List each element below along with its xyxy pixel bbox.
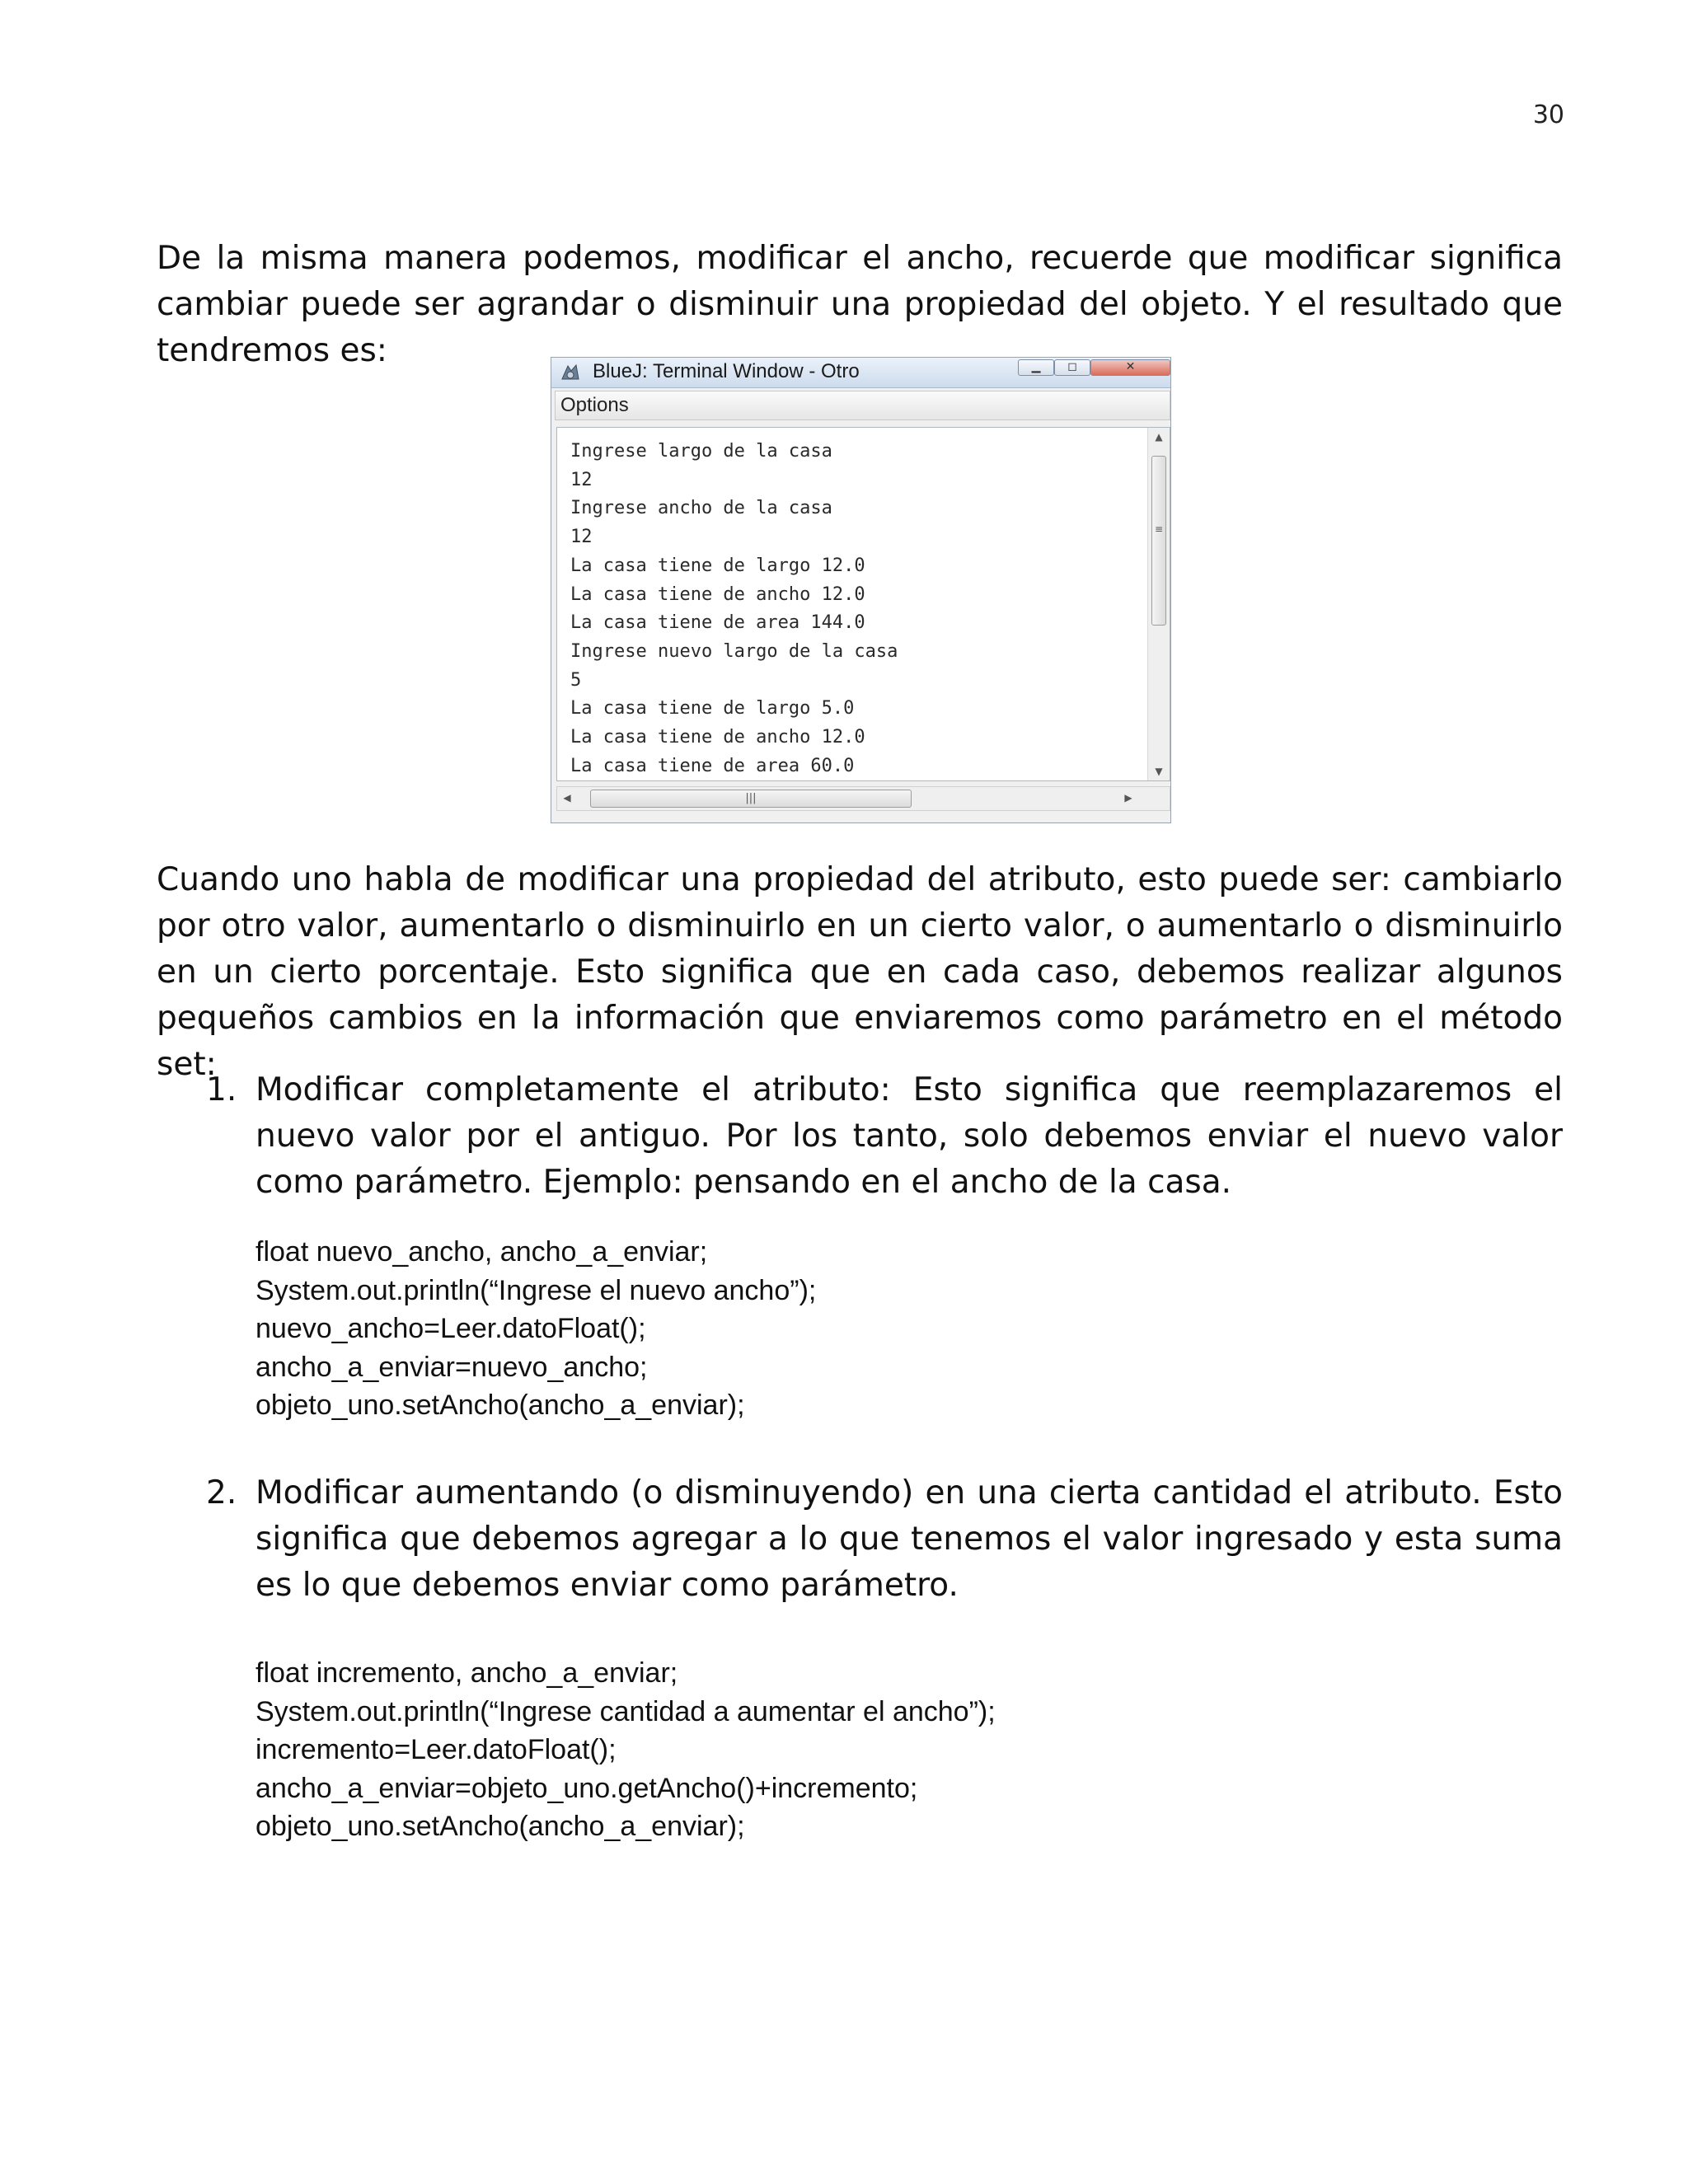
console-line: La casa tiene de ancho 12.0 bbox=[570, 727, 865, 748]
code-line: float incremento, ancho_a_enviar; bbox=[256, 1657, 678, 1689]
scroll-right-icon[interactable]: ▶ bbox=[1124, 792, 1132, 804]
code-line: System.out.println(“Ingrese cantidad a aumentar el ancho”); bbox=[256, 1695, 996, 1727]
code-block-2 bbox=[256, 1654, 996, 1846]
code-line: nuevo_ancho=Leer.datoFloat(); bbox=[256, 1313, 646, 1344]
horizontal-scroll-thumb[interactable] bbox=[590, 790, 912, 808]
hscroll-grip-icon: ||| bbox=[745, 792, 757, 804]
scroll-down-icon[interactable]: ▼ bbox=[1155, 766, 1163, 777]
console-line: La casa tiene de ancho 12.0 bbox=[570, 583, 865, 605]
console-line: Ingrese nuevo largo de la casa bbox=[570, 640, 898, 662]
intro-paragraph: De la misma manera podemos, modificar el ancho, recuerde que modificar significa cambiar puede ser agrandar o disminuir una propiedad del objeto. Y el resultado que tendremos es: bbox=[157, 240, 1563, 369]
scroll-left-icon[interactable]: ◀ bbox=[563, 792, 571, 804]
code-line: objeto_uno.setAncho(ancho_a_enviar); bbox=[256, 1811, 745, 1842]
title-bar bbox=[551, 358, 1170, 388]
list-item-1: Modificar completamente el atributo: Esto significa que reemplazaremos el nuevo valor por el antiguo. Por los tanto, solo debemos enviar el nuevo valor como parámetro. Ejemplo: pensando en el ancho de la casa. bbox=[256, 1071, 1563, 1201]
console-line: 12 bbox=[570, 527, 593, 548]
bluej-app-icon bbox=[560, 363, 581, 382]
close-button[interactable] bbox=[1090, 359, 1170, 376]
console-line: Ingrese ancho de la casa bbox=[570, 498, 832, 519]
console-line: La casa tiene de largo 12.0 bbox=[570, 555, 865, 576]
console-lines bbox=[570, 438, 898, 780]
maximize-icon: ◻ bbox=[1067, 360, 1077, 373]
minimize-button[interactable] bbox=[1018, 359, 1054, 376]
list-item-2: Modificar aumentando (o disminuyendo) en una cierta cantidad el atributo. Esto significa que debemos agregar a lo que tenemos el valor ingresado y esta suma es lo que debemos enviar como parámetro. bbox=[256, 1474, 1563, 1604]
page-number: 30 bbox=[1532, 101, 1564, 129]
console-line: La casa tiene de area 60.0 bbox=[570, 755, 855, 776]
window-title: BlueJ: Terminal Window - Otro bbox=[593, 360, 860, 382]
code-line: System.out.println(“Ingrese el nuevo ancho”); bbox=[256, 1274, 817, 1306]
minimize-icon: ▁ bbox=[1031, 360, 1041, 373]
console-line: Ingrese largo de la casa bbox=[570, 441, 832, 462]
code-line: objeto_uno.setAncho(ancho_a_enviar); bbox=[256, 1390, 745, 1421]
console-line: 5 bbox=[570, 669, 582, 691]
list-number-2: 2. bbox=[206, 1474, 237, 1511]
code-line: ancho_a_enviar=objeto_uno.getAncho()+incremento; bbox=[256, 1772, 918, 1804]
scroll-grip-icon: ≡ bbox=[1154, 523, 1164, 535]
maximize-button[interactable] bbox=[1054, 359, 1090, 376]
vertical-scroll-thumb[interactable] bbox=[1151, 456, 1166, 626]
list-number-1: 1. bbox=[206, 1071, 237, 1108]
terminal-output bbox=[556, 427, 1170, 781]
terminal-window bbox=[551, 357, 1171, 823]
horizontal-scrollbar[interactable] bbox=[556, 786, 1170, 811]
close-icon: ✕ bbox=[1125, 360, 1136, 373]
vertical-scrollbar[interactable] bbox=[1147, 428, 1170, 780]
code-line: float nuevo_ancho, ancho_a_enviar; bbox=[256, 1236, 708, 1268]
console-line: 12 bbox=[570, 469, 593, 490]
scroll-up-icon[interactable]: ▲ bbox=[1155, 431, 1163, 443]
console-line: La casa tiene de largo 5.0 bbox=[570, 698, 855, 719]
menu-options[interactable]: Options bbox=[560, 394, 629, 416]
menu-bar bbox=[555, 391, 1170, 420]
code-line: incremento=Leer.datoFloat(); bbox=[256, 1734, 617, 1765]
code-line: ancho_a_enviar=nuevo_ancho; bbox=[256, 1351, 648, 1383]
code-block-1 bbox=[256, 1233, 816, 1425]
explanation-paragraph: Cuando uno habla de modificar una propiedad del atributo, esto puede ser: cambiarlo por otro valor, aumentarlo o disminuirlo en un cierto valor, o aumentarlo o disminuirlo en un cierto porcentaje. Esto significa que en cada caso, debemos realizar algunos pequeños cambios en la información que enviaremos como parámetro en el método set: bbox=[157, 861, 1563, 1083]
console-line: La casa tiene de area 144.0 bbox=[570, 612, 865, 634]
